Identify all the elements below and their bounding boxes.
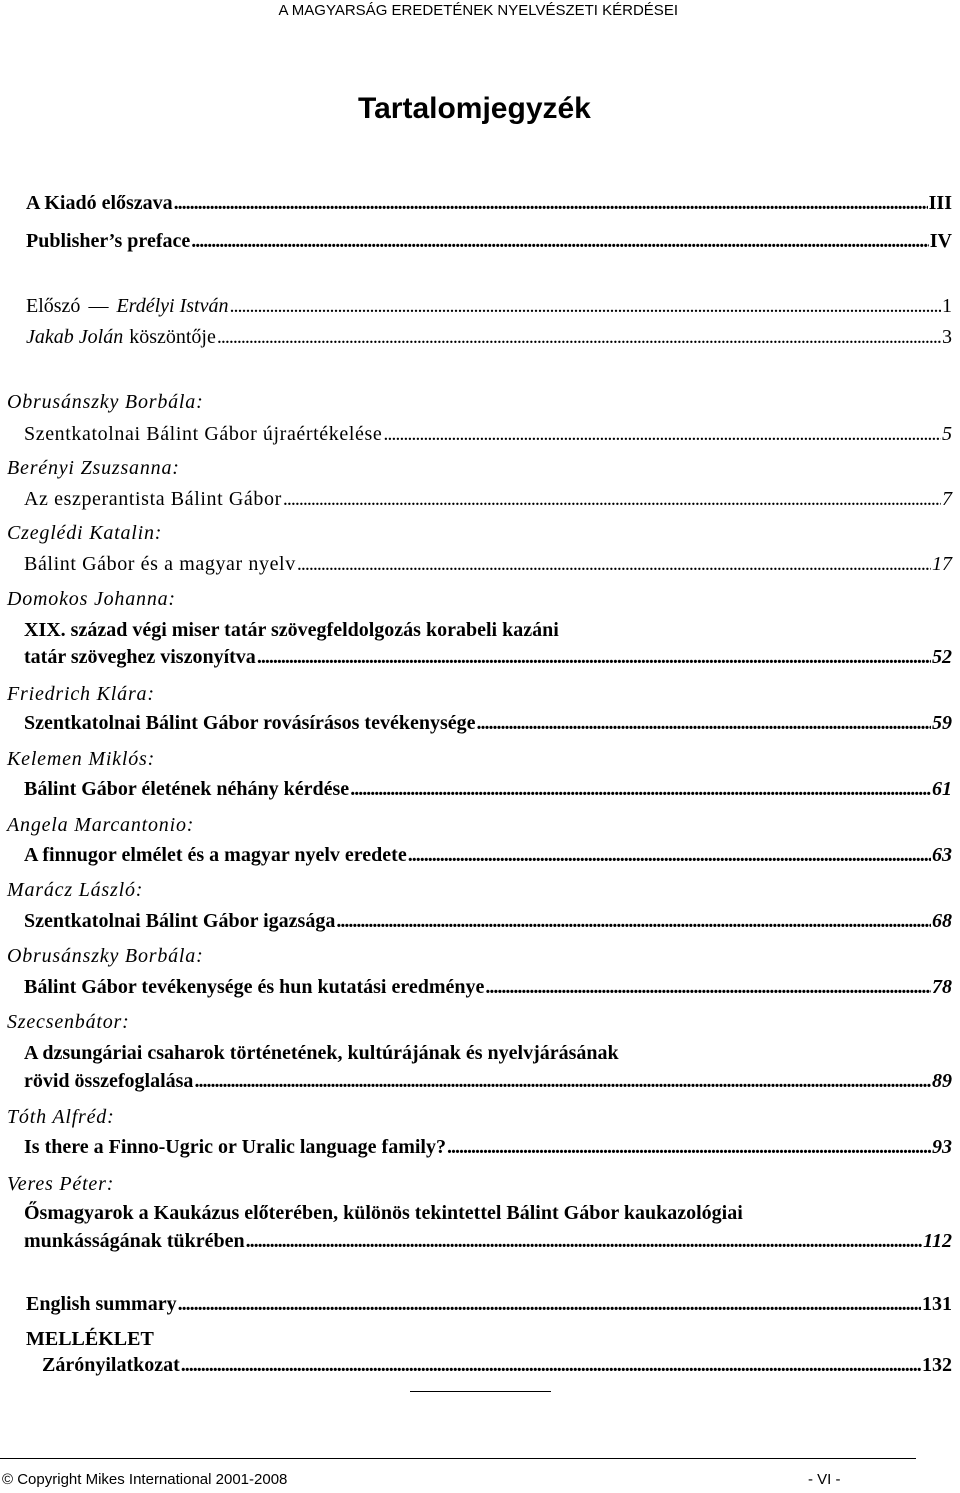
toc-entry-page: 78 xyxy=(932,976,952,998)
toc-entry-page: 61 xyxy=(932,778,952,800)
toc-entry-title: tatár szöveghez viszonyítva xyxy=(24,646,256,668)
toc-entry-page: 52 xyxy=(932,646,952,668)
toc-entry-page: 7 xyxy=(942,488,952,510)
toc-entry-page: III xyxy=(928,192,952,214)
copyright: © Copyright Mikes International 2001-2008 xyxy=(2,1471,288,1488)
toc-entry-page: 132 xyxy=(922,1354,952,1376)
dot-leader xyxy=(447,1134,931,1160)
running-header: A MAGYARSÁG EREDETÉNEK NYELVÉSZETI KÉRDÉSEI xyxy=(278,2,678,19)
article-author: Czeglédi Katalin: xyxy=(7,522,163,544)
toc-entry-title: Szentkatolnai Bálint Gábor rovásírásos tevékenysége xyxy=(24,712,476,734)
toc-entry-article[interactable] xyxy=(24,1134,952,1160)
dot-leader xyxy=(350,776,931,802)
toc-entry-page: 93 xyxy=(932,1136,952,1158)
toc-entry-article[interactable] xyxy=(24,1068,952,1094)
dot-leader xyxy=(383,421,941,447)
toc-entry-article[interactable] xyxy=(24,908,952,934)
toc-entry-page: 59 xyxy=(932,712,952,734)
toc-entry-page: 1 xyxy=(942,295,952,317)
article-author: Veres Péter: xyxy=(7,1173,115,1195)
article-author: Obrusánszky Borbála: xyxy=(7,391,204,413)
toc-entry-title: Bálint Gábor tevékenysége és hun kutatási eredménye xyxy=(24,976,485,998)
toc-entry-title: Szentkatolnai Bálint Gábor igazsága xyxy=(24,910,336,932)
article-author: Angela Marcantonio: xyxy=(7,814,195,836)
article-author: Domokos Johanna: xyxy=(7,588,176,610)
dot-leader xyxy=(229,293,941,319)
toc-entry-page: 89 xyxy=(932,1070,952,1092)
toc-entry-page: 17 xyxy=(932,553,952,575)
dot-leader xyxy=(246,1228,922,1254)
dot-leader xyxy=(181,1352,921,1378)
toc-entry-author: Erdélyi István xyxy=(116,295,229,317)
section-divider xyxy=(410,1391,551,1392)
toc-entry-title: Bálint Gábor életének néhány kérdése xyxy=(24,778,350,800)
toc-entry-label: Előszó xyxy=(26,295,81,317)
toc-entry-title: Szentkatolnai Bálint Gábor újraértékelése xyxy=(24,423,383,445)
toc-entry-article[interactable] xyxy=(24,551,952,577)
toc-entry-article[interactable] xyxy=(24,1228,952,1254)
article-author: Friedrich Klára: xyxy=(7,683,155,705)
toc-entry-author: Jakab Jolán xyxy=(26,326,124,348)
toc-entry-title: Bálint Gábor és a magyar nyelv xyxy=(24,553,296,575)
dot-leader xyxy=(336,908,931,934)
toc-entry-title-line: A dzsungáriai csaharok történetének, kultúrájának és nyelvjárásának xyxy=(24,1042,619,1064)
toc-entry-page: IV xyxy=(929,230,952,252)
toc-entry-page: 5 xyxy=(942,423,952,445)
dot-leader xyxy=(191,228,929,254)
article-author: Kelemen Miklós: xyxy=(7,748,156,770)
dot-leader xyxy=(297,551,931,577)
toc-entry-title: A finnugor elmélet és a magyar nyelv eredete xyxy=(24,844,407,866)
dot-leader xyxy=(194,1068,931,1094)
toc-entry-title: Is there a Finno-Ugric or Uralic language family? xyxy=(24,1136,446,1158)
article-author: Tóth Alfréd: xyxy=(7,1106,115,1128)
article-author: Obrusánszky Borbála: xyxy=(7,945,204,967)
dot-leader xyxy=(476,710,931,736)
dot-leader xyxy=(257,644,931,670)
toc-entry-closing-statement[interactable] xyxy=(42,1352,952,1378)
toc-entry-label: köszöntője xyxy=(129,326,216,348)
toc-entry-introduction[interactable] xyxy=(26,293,952,319)
toc-entry-preface[interactable] xyxy=(26,228,952,254)
footer-rule xyxy=(0,1458,916,1459)
toc-entry-article[interactable] xyxy=(24,710,952,736)
toc-entry-label: A Kiadó előszava xyxy=(26,192,173,214)
toc-entry-title: munkásságának tükrében xyxy=(24,1230,245,1252)
toc-entry-article[interactable] xyxy=(24,974,952,1000)
dot-leader xyxy=(217,324,941,350)
dot-leader xyxy=(178,1291,921,1317)
toc-entry-page: 112 xyxy=(923,1230,952,1252)
toc-entry-page: 3 xyxy=(942,326,952,348)
toc-entry-article[interactable] xyxy=(24,842,952,868)
dot-leader xyxy=(174,190,928,216)
toc-entry-article[interactable] xyxy=(24,421,952,447)
toc-entry-article[interactable] xyxy=(24,776,952,802)
toc-entry-article[interactable] xyxy=(24,644,952,670)
toc-entry-foreword[interactable] xyxy=(26,190,952,216)
article-author: Marácz László: xyxy=(7,879,144,901)
appendix-heading: MELLÉKLET xyxy=(26,1328,154,1350)
toc-entry-title-line: XIX. század végi miser tatár szövegfeldolgozás korabeli kazáni xyxy=(24,619,559,641)
article-author: Szecsenbátor: xyxy=(7,1011,130,1033)
page-number: - VI - xyxy=(808,1471,841,1488)
toc-entry-label: Zárónyilatkozat xyxy=(42,1354,180,1376)
toc-entry-label: English summary xyxy=(26,1293,177,1315)
toc-entry-title-line: Ősmagyarok a Kaukázus előterében, különös tekintettel Bálint Gábor kaukazológiai xyxy=(24,1202,743,1224)
toc-entry-greeting[interactable] xyxy=(26,324,952,350)
toc-entry-summary[interactable] xyxy=(26,1291,952,1317)
toc-entry-page: 131 xyxy=(922,1293,952,1315)
toc-entry-page: 63 xyxy=(932,844,952,866)
toc-entry-page: 68 xyxy=(932,910,952,932)
dot-leader xyxy=(408,842,931,868)
toc-entry-label: Publisher’s preface xyxy=(26,230,191,252)
toc-entry-title: Az eszperantista Bálint Gábor xyxy=(24,488,282,510)
em-dash: — xyxy=(88,295,109,317)
toc-entry-article[interactable] xyxy=(24,486,952,512)
dot-leader xyxy=(485,974,931,1000)
article-author: Berényi Zsuzsanna: xyxy=(7,457,180,479)
toc-entry-title: rövid összefoglalása xyxy=(24,1070,194,1092)
dot-leader xyxy=(283,486,941,512)
page-title: Tartalomjegyzék xyxy=(358,92,591,125)
